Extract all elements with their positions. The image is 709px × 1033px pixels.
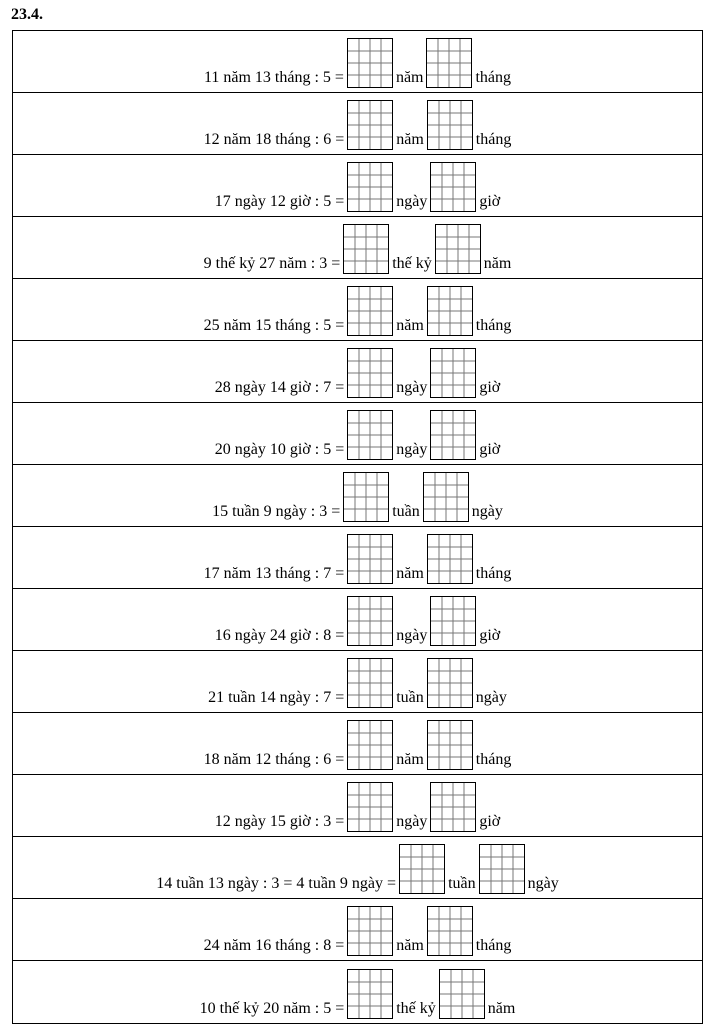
unit-label-1: năm: [396, 565, 424, 582]
unit-label-2: tháng: [475, 317, 512, 334]
exercise-table: [12, 30, 703, 1024]
expression-text: 17 ngày 12 giờ : 5 =: [214, 193, 345, 210]
exercise-row: [13, 961, 702, 1023]
exercise-row: [13, 279, 702, 341]
answer-box-2[interactable]: [427, 720, 473, 770]
expression-text: 17 năm 13 tháng : 7 =: [203, 565, 345, 582]
answer-box-1[interactable]: [347, 658, 393, 708]
unit-label-1: năm: [396, 751, 424, 768]
unit-label-2: giờ: [479, 379, 501, 396]
row-content: [13, 162, 702, 212]
unit-label-2: tháng: [475, 751, 512, 768]
unit-label-1: thế kỷ: [396, 1000, 436, 1017]
unit-label-2: ngày: [527, 875, 559, 892]
expression-text: 12 năm 18 tháng : 6 =: [203, 131, 345, 148]
answer-box-2[interactable]: [439, 969, 485, 1019]
answer-box-1[interactable]: [347, 906, 393, 956]
answer-box-2[interactable]: [427, 100, 473, 150]
exercise-row: [13, 403, 702, 465]
row-content: [13, 596, 702, 646]
unit-label-1: tuần: [392, 503, 420, 520]
unit-label-1: năm: [396, 131, 424, 148]
exercise-row: [13, 155, 702, 217]
unit-label-2: giờ: [479, 813, 501, 830]
unit-label-2: tháng: [475, 937, 512, 954]
expression-text: 9 thế kỷ 27 năm : 3 =: [203, 255, 341, 272]
row-content: [13, 844, 702, 894]
answer-box-2[interactable]: [430, 782, 476, 832]
unit-label-1: ngày: [396, 813, 428, 830]
exercise-row: [13, 775, 702, 837]
unit-label-2: tháng: [475, 131, 512, 148]
row-content: [13, 782, 702, 832]
expression-text: 14 tuần 13 ngày : 3 = 4 tuần 9 ngày =: [156, 875, 397, 892]
unit-label-1: ngày: [396, 379, 428, 396]
expression-text: 11 năm 13 tháng : 5 =: [203, 69, 344, 86]
expression-text: 15 tuần 9 ngày : 3 =: [212, 503, 341, 520]
unit-label-2: giờ: [479, 627, 501, 644]
row-content: [13, 720, 702, 770]
unit-label-1: năm: [396, 317, 424, 334]
unit-label-1: năm: [396, 937, 424, 954]
answer-box-2[interactable]: [430, 410, 476, 460]
exercise-row: [13, 713, 702, 775]
answer-box-2[interactable]: [430, 348, 476, 398]
row-content: [13, 348, 702, 398]
exercise-row: [13, 465, 702, 527]
answer-box-2[interactable]: [427, 658, 473, 708]
unit-label-1: tuần: [448, 875, 476, 892]
expression-text: 10 thế kỷ 20 năm : 5 =: [199, 1000, 345, 1017]
expression-text: 28 ngày 14 giờ : 7 =: [214, 379, 345, 396]
answer-box-1[interactable]: [399, 844, 445, 894]
row-content: [13, 286, 702, 336]
answer-box-2[interactable]: [427, 534, 473, 584]
answer-box-2[interactable]: [427, 906, 473, 956]
exercise-row: [13, 651, 702, 713]
answer-box-1[interactable]: [347, 38, 393, 88]
expression-text: 24 năm 16 tháng : 8 =: [203, 937, 345, 954]
exercise-row: [13, 837, 702, 899]
unit-label-2: giờ: [479, 193, 501, 210]
unit-label-1: ngày: [396, 193, 428, 210]
exercise-heading: 23.4.: [11, 6, 43, 23]
answer-box-2[interactable]: [430, 596, 476, 646]
unit-label-2: năm: [487, 1000, 516, 1017]
expression-text: 16 ngày 24 giờ : 8 =: [214, 627, 345, 644]
expression-text: 20 ngày 10 giờ : 5 =: [214, 441, 345, 458]
unit-label-1: ngày: [396, 627, 428, 644]
unit-label-2: giờ: [479, 441, 501, 458]
exercise-row: [13, 527, 702, 589]
answer-box-1[interactable]: [347, 286, 393, 336]
expression-text: 21 tuần 14 ngày : 7 =: [208, 689, 345, 706]
unit-label-1: thế kỷ: [392, 255, 432, 272]
expression-text: 25 năm 15 tháng : 5 =: [203, 317, 345, 334]
row-content: [13, 100, 702, 150]
exercise-row: [13, 589, 702, 651]
unit-label-2: tháng: [475, 565, 512, 582]
answer-box-1[interactable]: [347, 162, 393, 212]
exercise-row: [13, 341, 702, 403]
exercise-row: [13, 899, 702, 961]
answer-box-2[interactable]: [430, 162, 476, 212]
unit-label-1: ngày: [396, 441, 428, 458]
row-content: [13, 969, 702, 1019]
row-content: [13, 906, 702, 956]
answer-box-1[interactable]: [343, 472, 389, 522]
unit-label-2: tháng: [475, 69, 512, 86]
unit-label-1: năm: [395, 69, 424, 86]
answer-box-1[interactable]: [347, 969, 393, 1019]
row-content: [13, 38, 702, 88]
answer-box-1[interactable]: [347, 782, 393, 832]
row-content: [13, 658, 702, 708]
answer-box-2[interactable]: [435, 224, 481, 274]
exercise-row: [13, 31, 702, 93]
unit-label-1: tuần: [396, 689, 424, 706]
answer-box-2[interactable]: [427, 286, 473, 336]
answer-box-2[interactable]: [426, 38, 472, 88]
unit-label-2: năm: [483, 255, 512, 272]
answer-box-1[interactable]: [347, 596, 393, 646]
answer-box-2[interactable]: [479, 844, 525, 894]
exercise-row: [13, 93, 702, 155]
answer-box-1[interactable]: [343, 224, 389, 274]
unit-label-2: ngày: [471, 503, 503, 520]
answer-box-1[interactable]: [347, 410, 393, 460]
answer-box-1[interactable]: [347, 100, 393, 150]
answer-box-1[interactable]: [347, 348, 393, 398]
exercise-row: [13, 217, 702, 279]
row-content: [13, 472, 702, 522]
unit-label-2: ngày: [475, 689, 507, 706]
expression-text: 18 năm 12 tháng : 6 =: [203, 751, 345, 768]
row-content: [13, 410, 702, 460]
answer-box-1[interactable]: [347, 534, 393, 584]
answer-box-1[interactable]: [347, 720, 393, 770]
row-content: [13, 224, 702, 274]
expression-text: 12 ngày 15 giờ : 3 =: [214, 813, 345, 830]
row-content: [13, 534, 702, 584]
answer-box-2[interactable]: [423, 472, 469, 522]
